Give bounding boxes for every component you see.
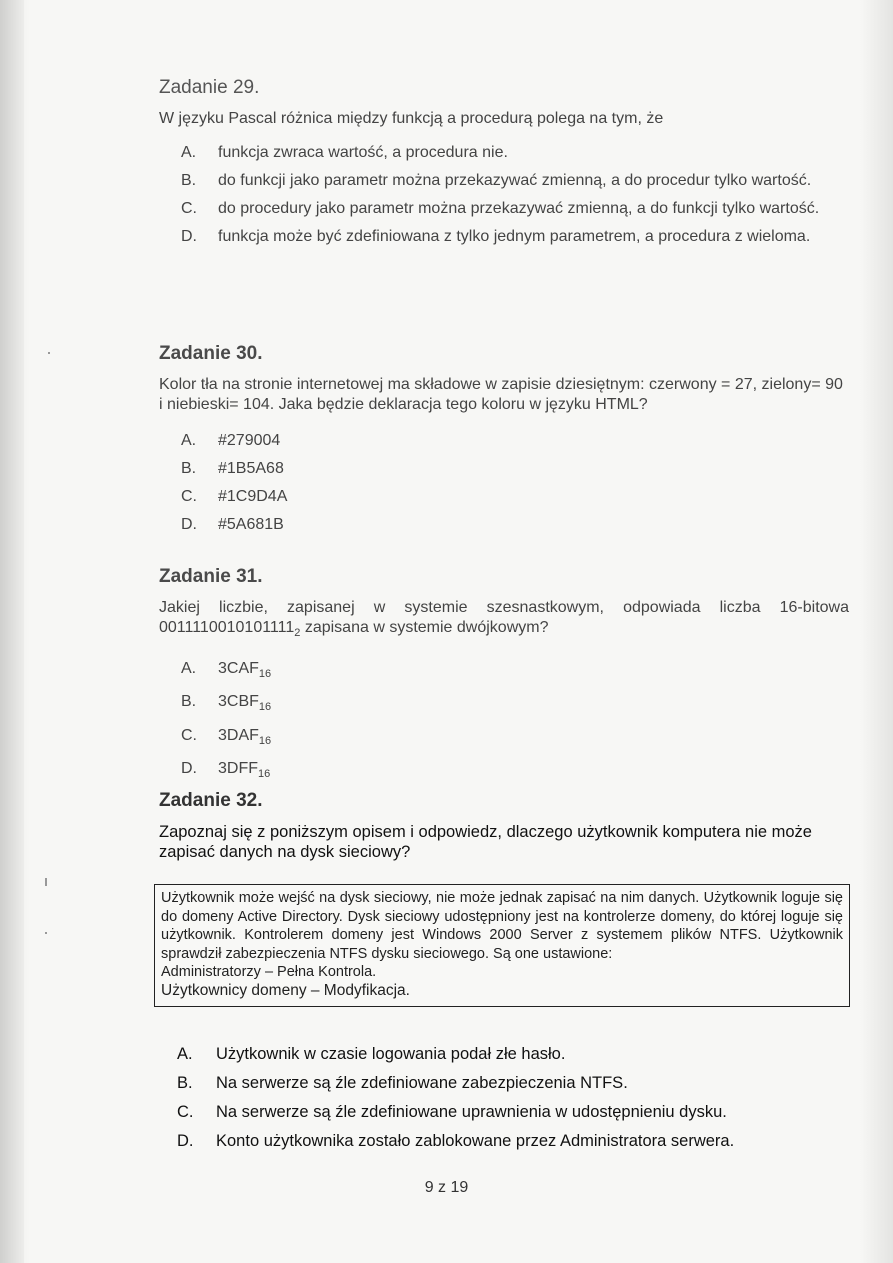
option-a bbox=[159, 143, 849, 163]
option-letter: B. bbox=[177, 1074, 193, 1092]
question-title: Zadanie 29. bbox=[159, 77, 260, 98]
option-d bbox=[159, 515, 849, 535]
option-letter: A. bbox=[181, 144, 197, 161]
option-text: 3CAF bbox=[218, 660, 259, 678]
option-text: do funkcji jako parametr można przekazywać zmienną, a do procedur tylko wartość. bbox=[218, 172, 812, 189]
option-letter: B. bbox=[181, 172, 197, 189]
option-letter: D. bbox=[181, 228, 197, 245]
option-text: #1C9D4A bbox=[218, 488, 288, 505]
option-text: #279004 bbox=[218, 432, 281, 449]
option-text: 3DFF bbox=[218, 759, 258, 777]
scan-speck bbox=[45, 932, 47, 934]
scan-edge bbox=[0, 0, 24, 1263]
option-text: Konto użytkownika zostało zablokowane przez Administratora serwera. bbox=[216, 1132, 735, 1150]
question-stem bbox=[159, 598, 849, 643]
option-text: do procedury jako parametr można przekazywać zmienną, a do funkcji tylko wartość. bbox=[218, 200, 820, 217]
option-letter: C. bbox=[181, 726, 197, 744]
option-text: 3DAF bbox=[218, 726, 259, 744]
option-d bbox=[159, 227, 849, 247]
option-letter: A. bbox=[181, 660, 197, 678]
question-32-options bbox=[159, 1044, 849, 1160]
page-number: 9 z 19 bbox=[424, 1179, 469, 1196]
option-subscript: 16 bbox=[258, 767, 271, 780]
stem-text: Jakiej liczbie, zapisanej w systemie szesnastkowym, odpowiada liczba 16-bitowa 0011110010101111 bbox=[159, 599, 849, 636]
option-letter: D. bbox=[177, 1132, 194, 1150]
option-letter: C. bbox=[181, 200, 197, 217]
option-d bbox=[159, 759, 849, 784]
option-b bbox=[159, 1073, 849, 1093]
option-c bbox=[159, 726, 849, 751]
option-text: #5A681B bbox=[218, 516, 284, 533]
option-c bbox=[159, 487, 849, 507]
question-title: Zadanie 31. bbox=[159, 566, 263, 587]
question-stem: Zapoznaj się z poniższym opisem i odpowiedz, dlaczego użytkownik komputera nie może zapisać danych na dysk sieciowy? bbox=[159, 823, 812, 861]
option-text: funkcja zwraca wartość, a procedura nie. bbox=[218, 144, 508, 161]
question-stem: Kolor tła na stronie internetowej ma składowe w zapisie dziesiętnym: czerwony = 27, zielony= 90 i niebieski= 104. Jaka będzie deklaracja tego koloru w języku HTML? bbox=[159, 376, 843, 413]
option-text: #1B5A68 bbox=[218, 460, 284, 477]
option-b bbox=[159, 692, 849, 717]
option-letter: B. bbox=[181, 460, 197, 477]
option-d bbox=[159, 1131, 849, 1151]
scenario-permission-users: Użytkownicy domeny – Modyfikacja. bbox=[161, 981, 410, 999]
option-text: Na serwerze są źle zdefiniowane uprawnienia w udostępnieniu dysku. bbox=[216, 1103, 727, 1121]
question-31 bbox=[159, 566, 849, 792]
scenario-permission-admins: Administratorzy – Pełna Kontrola. bbox=[161, 964, 377, 980]
option-letter: D. bbox=[181, 759, 197, 777]
option-text: funkcja może być zdefiniowana z tylko jednym parametrem, a procedura z wieloma. bbox=[218, 228, 811, 245]
question-title: Zadanie 30. bbox=[159, 343, 263, 364]
question-29 bbox=[159, 77, 849, 255]
option-text: Użytkownik w czasie logowania podał złe hasło. bbox=[216, 1045, 566, 1063]
scenario-text: Użytkownik może wejść na dysk sieciowy, nie może jednak zapisać na nim danych. Użytkownik loguje się do domeny Active Directory. Dysk sieciowy udostępniony jest na kontrolerze domeny, do której loguje się użytkownik. Kontrolerem domeny jest Windows 2000 Server z systemem plików NTFS. Użytkownik sprawdził zabezpieczenia NTFS dysku sieciowego. Są one ustawione: bbox=[161, 890, 843, 962]
question-30 bbox=[159, 343, 849, 543]
option-letter: C. bbox=[177, 1103, 194, 1121]
option-c bbox=[159, 1102, 849, 1122]
option-b bbox=[159, 171, 849, 191]
scan-speck bbox=[45, 878, 47, 886]
scenario-box bbox=[154, 884, 850, 1007]
option-subscript: 16 bbox=[258, 734, 272, 747]
question-title: Zadanie 32. bbox=[159, 790, 263, 811]
option-letter: C. bbox=[181, 488, 197, 505]
option-b bbox=[159, 459, 849, 479]
option-subscript: 16 bbox=[258, 701, 272, 714]
question-32 bbox=[159, 790, 849, 872]
question-stem: W języku Pascal różnica między funkcją a procedurą polega na tym, że bbox=[159, 110, 664, 127]
option-c bbox=[159, 199, 849, 219]
option-text: Na serwerze są źle zdefiniowane zabezpieczenia NTFS. bbox=[216, 1074, 628, 1092]
stem-text-end: zapisana w systemie dwójkowym? bbox=[300, 619, 549, 636]
scan-speck bbox=[48, 352, 50, 354]
option-letter: A. bbox=[177, 1045, 193, 1063]
option-a bbox=[159, 1044, 849, 1064]
option-a bbox=[159, 659, 849, 684]
stem-subscript: 2 bbox=[294, 627, 301, 640]
option-text: 3CBF bbox=[218, 693, 259, 711]
option-letter: A. bbox=[181, 432, 197, 449]
option-subscript: 16 bbox=[258, 668, 272, 681]
option-a bbox=[159, 431, 849, 451]
option-letter: D. bbox=[181, 516, 197, 533]
option-letter: B. bbox=[181, 693, 197, 711]
